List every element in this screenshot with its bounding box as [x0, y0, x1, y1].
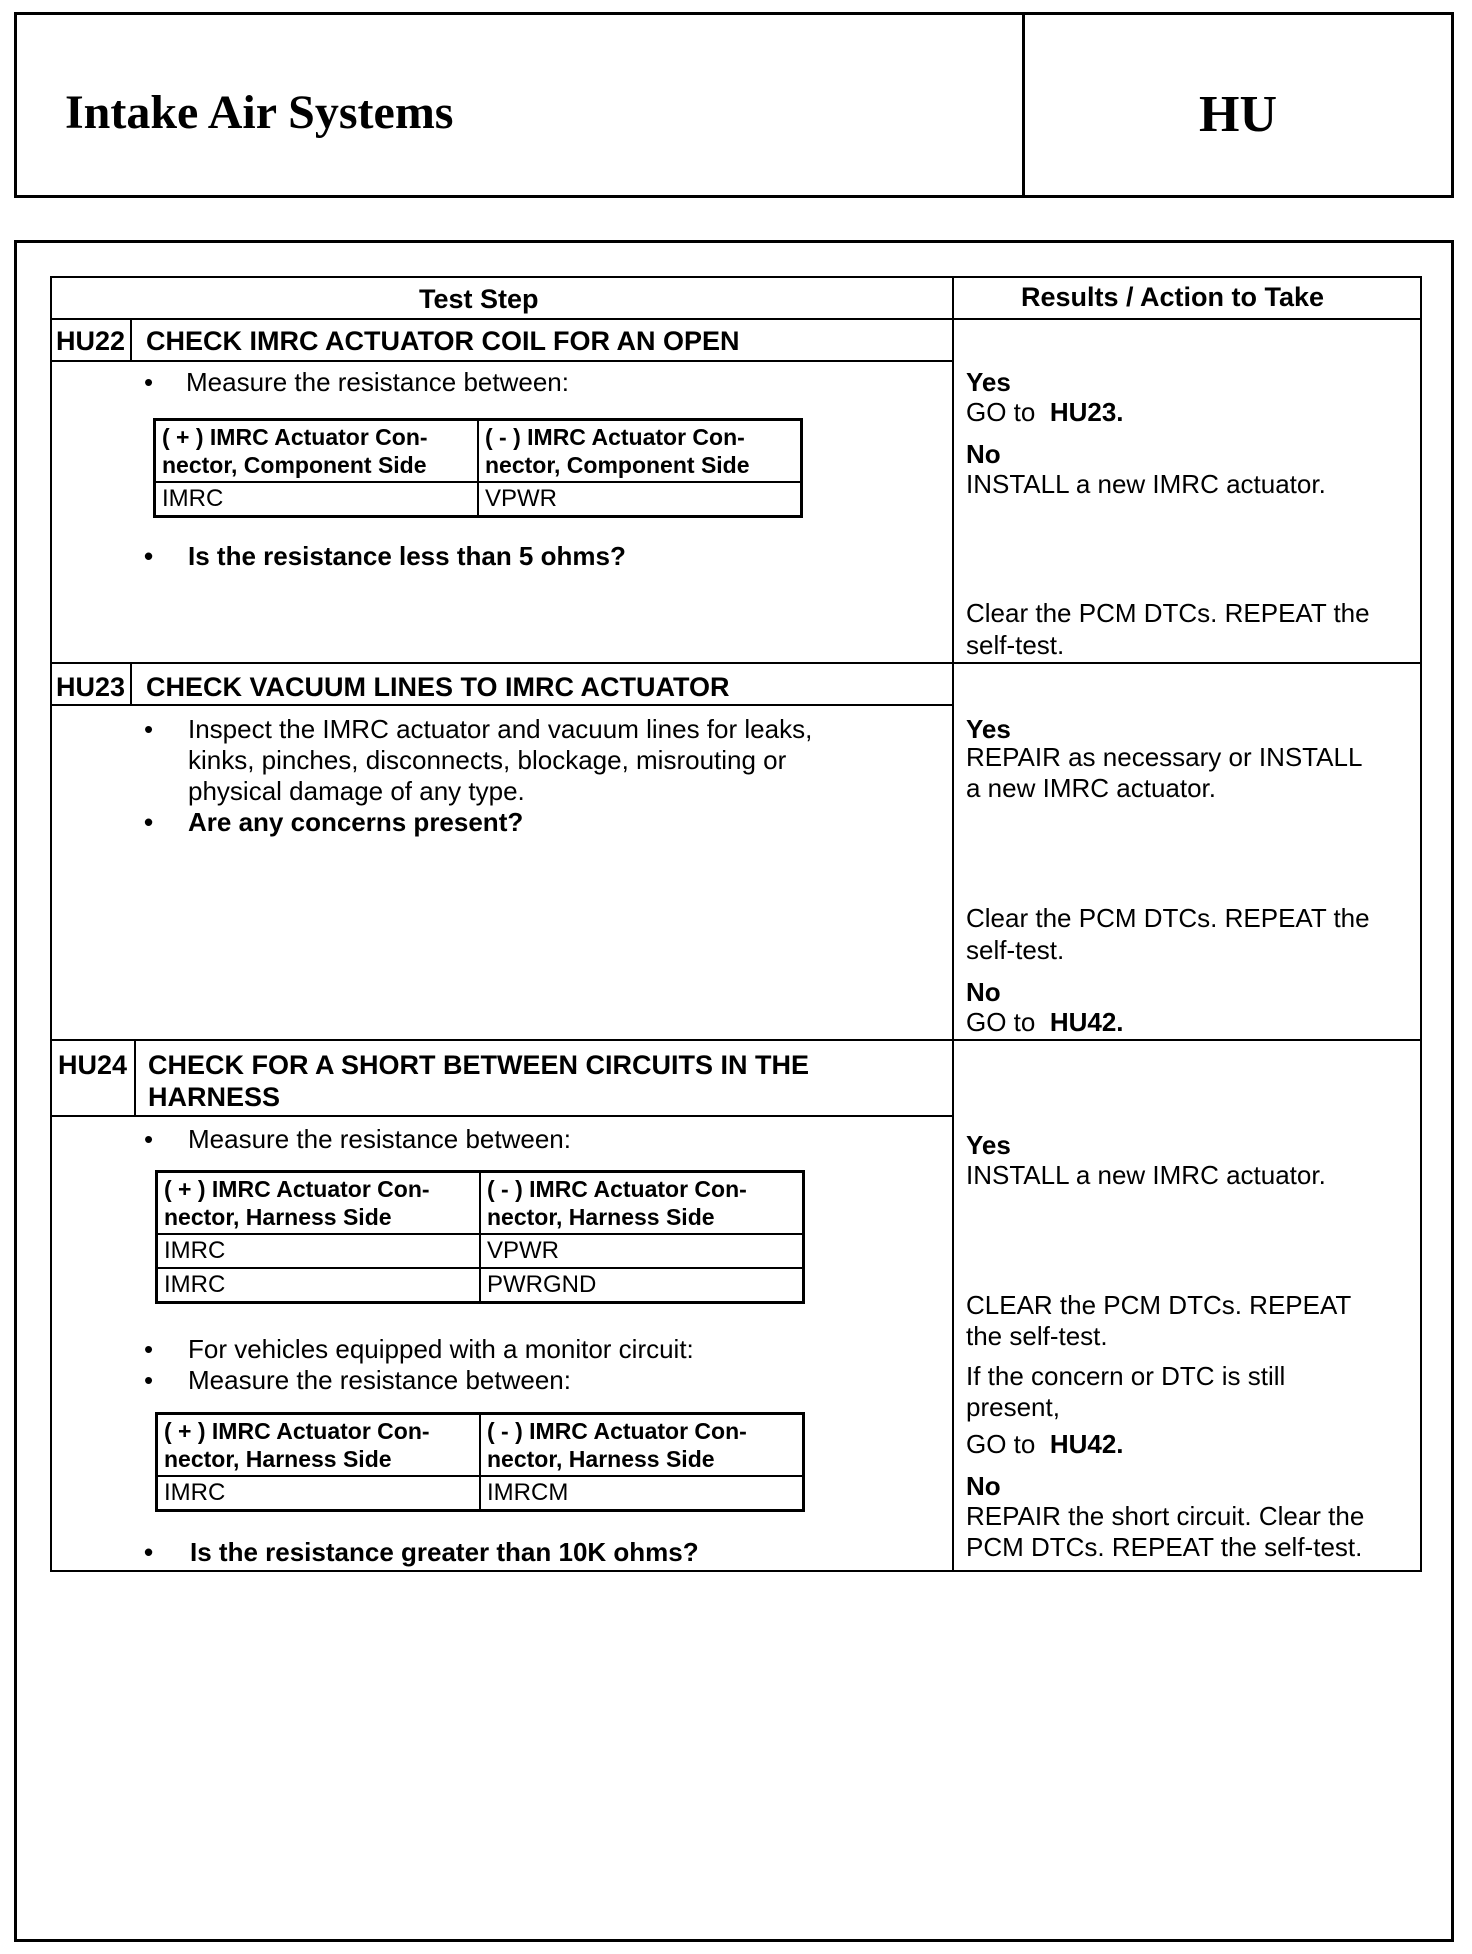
hu24-no-label: No: [966, 1471, 1001, 1501]
hu24-if-line1: If the concern or DTC is still: [966, 1361, 1286, 1391]
hu23-title-rule: [50, 704, 954, 706]
hu24-step-id: HU24: [58, 1050, 128, 1080]
bullet-dot: •: [144, 1537, 154, 1567]
hu22-row-rule: [50, 662, 1422, 664]
hu24-go-action: GO to HU42.: [966, 1429, 1124, 1459]
hu24-instruction-measure: Measure the resistance between:: [188, 1124, 571, 1154]
hu22-step-id: HU22: [56, 326, 126, 356]
hu22-yes-action: GO to HU23.: [966, 397, 1124, 427]
meas-header-positive: ( + ) IMRC Actuator Con- nector, Harness Side: [157, 1414, 481, 1477]
hu24-title-rule: [50, 1115, 954, 1117]
hu22-instruction-measure: Measure the resistance between:: [186, 367, 569, 397]
hu22-no-label: No: [966, 439, 1001, 469]
hu24-measurement-table-2: [155, 1412, 805, 1512]
hu23-yes-line2: a new IMRC actuator.: [966, 773, 1216, 803]
hu24-no-line2: PCM DTCs. REPEAT the self-test.: [966, 1532, 1363, 1562]
hu24-measurement-table-1: [155, 1170, 805, 1304]
hu23-instruction-line3: physical damage of any type.: [188, 776, 525, 806]
meas-header-negative: ( - ) IMRC Actuator Con- nector, Harness Side: [480, 1414, 804, 1477]
meas-header-negative: ( - ) IMRC Actuator Con- nector, Harness Side: [480, 1172, 804, 1235]
table-top-border: [50, 276, 1422, 278]
hu24-instruction-monitor: For vehicles equipped with a monitor circuit:: [188, 1334, 694, 1364]
page-header: [14, 12, 1454, 198]
hu24-clear-line2: the self-test.: [966, 1321, 1108, 1351]
bullet-dot: •: [144, 1365, 154, 1395]
hu22-question: Is the resistance less than 5 ohms?: [188, 541, 626, 571]
hu24-no-line1: REPAIR the short circuit. Clear the: [966, 1501, 1365, 1531]
hu23-instruction-line2: kinks, pinches, disconnects, blockage, misrouting or: [188, 745, 787, 775]
table-bottom-border: [50, 1570, 1422, 1572]
hu23-id-divider: [130, 662, 132, 706]
hu24-yes-action: INSTALL a new IMRC actuator.: [966, 1160, 1326, 1190]
meas-cell: PWRGND: [480, 1268, 804, 1303]
hu23-step-id: HU23: [56, 672, 126, 702]
bullet-dot: •: [144, 1124, 154, 1154]
meas-cell: VPWR: [478, 482, 802, 517]
hu23-yes-label: Yes: [966, 714, 1011, 744]
table-header-rule: [50, 318, 1422, 320]
hu22-no-action: INSTALL a new IMRC actuator.: [966, 469, 1326, 499]
hu23-step-title: CHECK VACUUM LINES TO IMRC ACTUATOR: [146, 672, 730, 702]
hu23-clear-line2: self-test.: [966, 935, 1065, 965]
table-right-border: [1420, 276, 1422, 1572]
header-results: Results / Action to Take: [1021, 282, 1325, 312]
meas-cell: IMRC: [157, 1476, 481, 1511]
hu24-step-title-line2: HARNESS: [148, 1082, 281, 1112]
hu24-id-divider: [134, 1039, 136, 1117]
hu24-if-line2: present,: [966, 1392, 1060, 1422]
hu22-yes-label: Yes: [966, 367, 1011, 397]
table-left-border: [50, 276, 52, 1572]
hu23-question: Are any concerns present?: [188, 807, 524, 837]
meas-header-negative: ( - ) IMRC Actuator Con- nector, Component Side: [478, 420, 802, 483]
bullet-dot: •: [144, 714, 154, 744]
section-code: HU: [1199, 86, 1277, 143]
meas-cell: IMRCM: [480, 1476, 804, 1511]
bullet-dot: •: [144, 541, 154, 571]
meas-cell: VPWR: [480, 1234, 804, 1268]
hu24-question: Is the resistance greater than 10K ohms?: [190, 1537, 699, 1567]
table-column-divider: [952, 276, 954, 1572]
header-test-step: Test Step: [419, 284, 539, 314]
hu24-step-title-line1: CHECK FOR A SHORT BETWEEN CIRCUITS IN THE: [148, 1050, 809, 1080]
hu24-yes-label: Yes: [966, 1130, 1011, 1160]
hu23-row-rule: [50, 1039, 1422, 1041]
bullet-dot: •: [144, 807, 154, 837]
meas-cell: IMRC: [157, 1234, 481, 1268]
meas-cell: IMRC: [155, 482, 479, 517]
hu22-clear-line2: self-test.: [966, 630, 1065, 660]
hu22-clear-line1: Clear the PCM DTCs. REPEAT the: [966, 598, 1370, 628]
meas-cell: IMRC: [157, 1268, 481, 1303]
meas-header-positive: ( + ) IMRC Actuator Con- nector, Component Side: [155, 420, 479, 483]
hu22-id-divider: [130, 318, 132, 362]
hu23-instruction-line1: Inspect the IMRC actuator and vacuum lines for leaks,: [188, 714, 813, 744]
hu23-yes-line1: REPAIR as necessary or INSTALL: [966, 742, 1363, 772]
hu22-measurement-table: [153, 418, 803, 518]
section-title: Intake Air Systems: [65, 86, 454, 139]
hu22-step-title: CHECK IMRC ACTUATOR COIL FOR AN OPEN: [146, 326, 740, 356]
hu24-instruction-measure-2: Measure the resistance between:: [188, 1365, 571, 1395]
hu23-clear-line1: Clear the PCM DTCs. REPEAT the: [966, 903, 1370, 933]
hu23-no-action: GO to HU42.: [966, 1007, 1124, 1037]
meas-header-positive: ( + ) IMRC Actuator Con- nector, Harness Side: [157, 1172, 481, 1235]
bullet-dot: •: [144, 1334, 154, 1364]
hu22-title-rule: [50, 360, 954, 362]
hu24-clear-line1: CLEAR the PCM DTCs. REPEAT: [966, 1290, 1352, 1320]
hu23-no-label: No: [966, 977, 1001, 1007]
bullet-dot: •: [144, 367, 154, 397]
